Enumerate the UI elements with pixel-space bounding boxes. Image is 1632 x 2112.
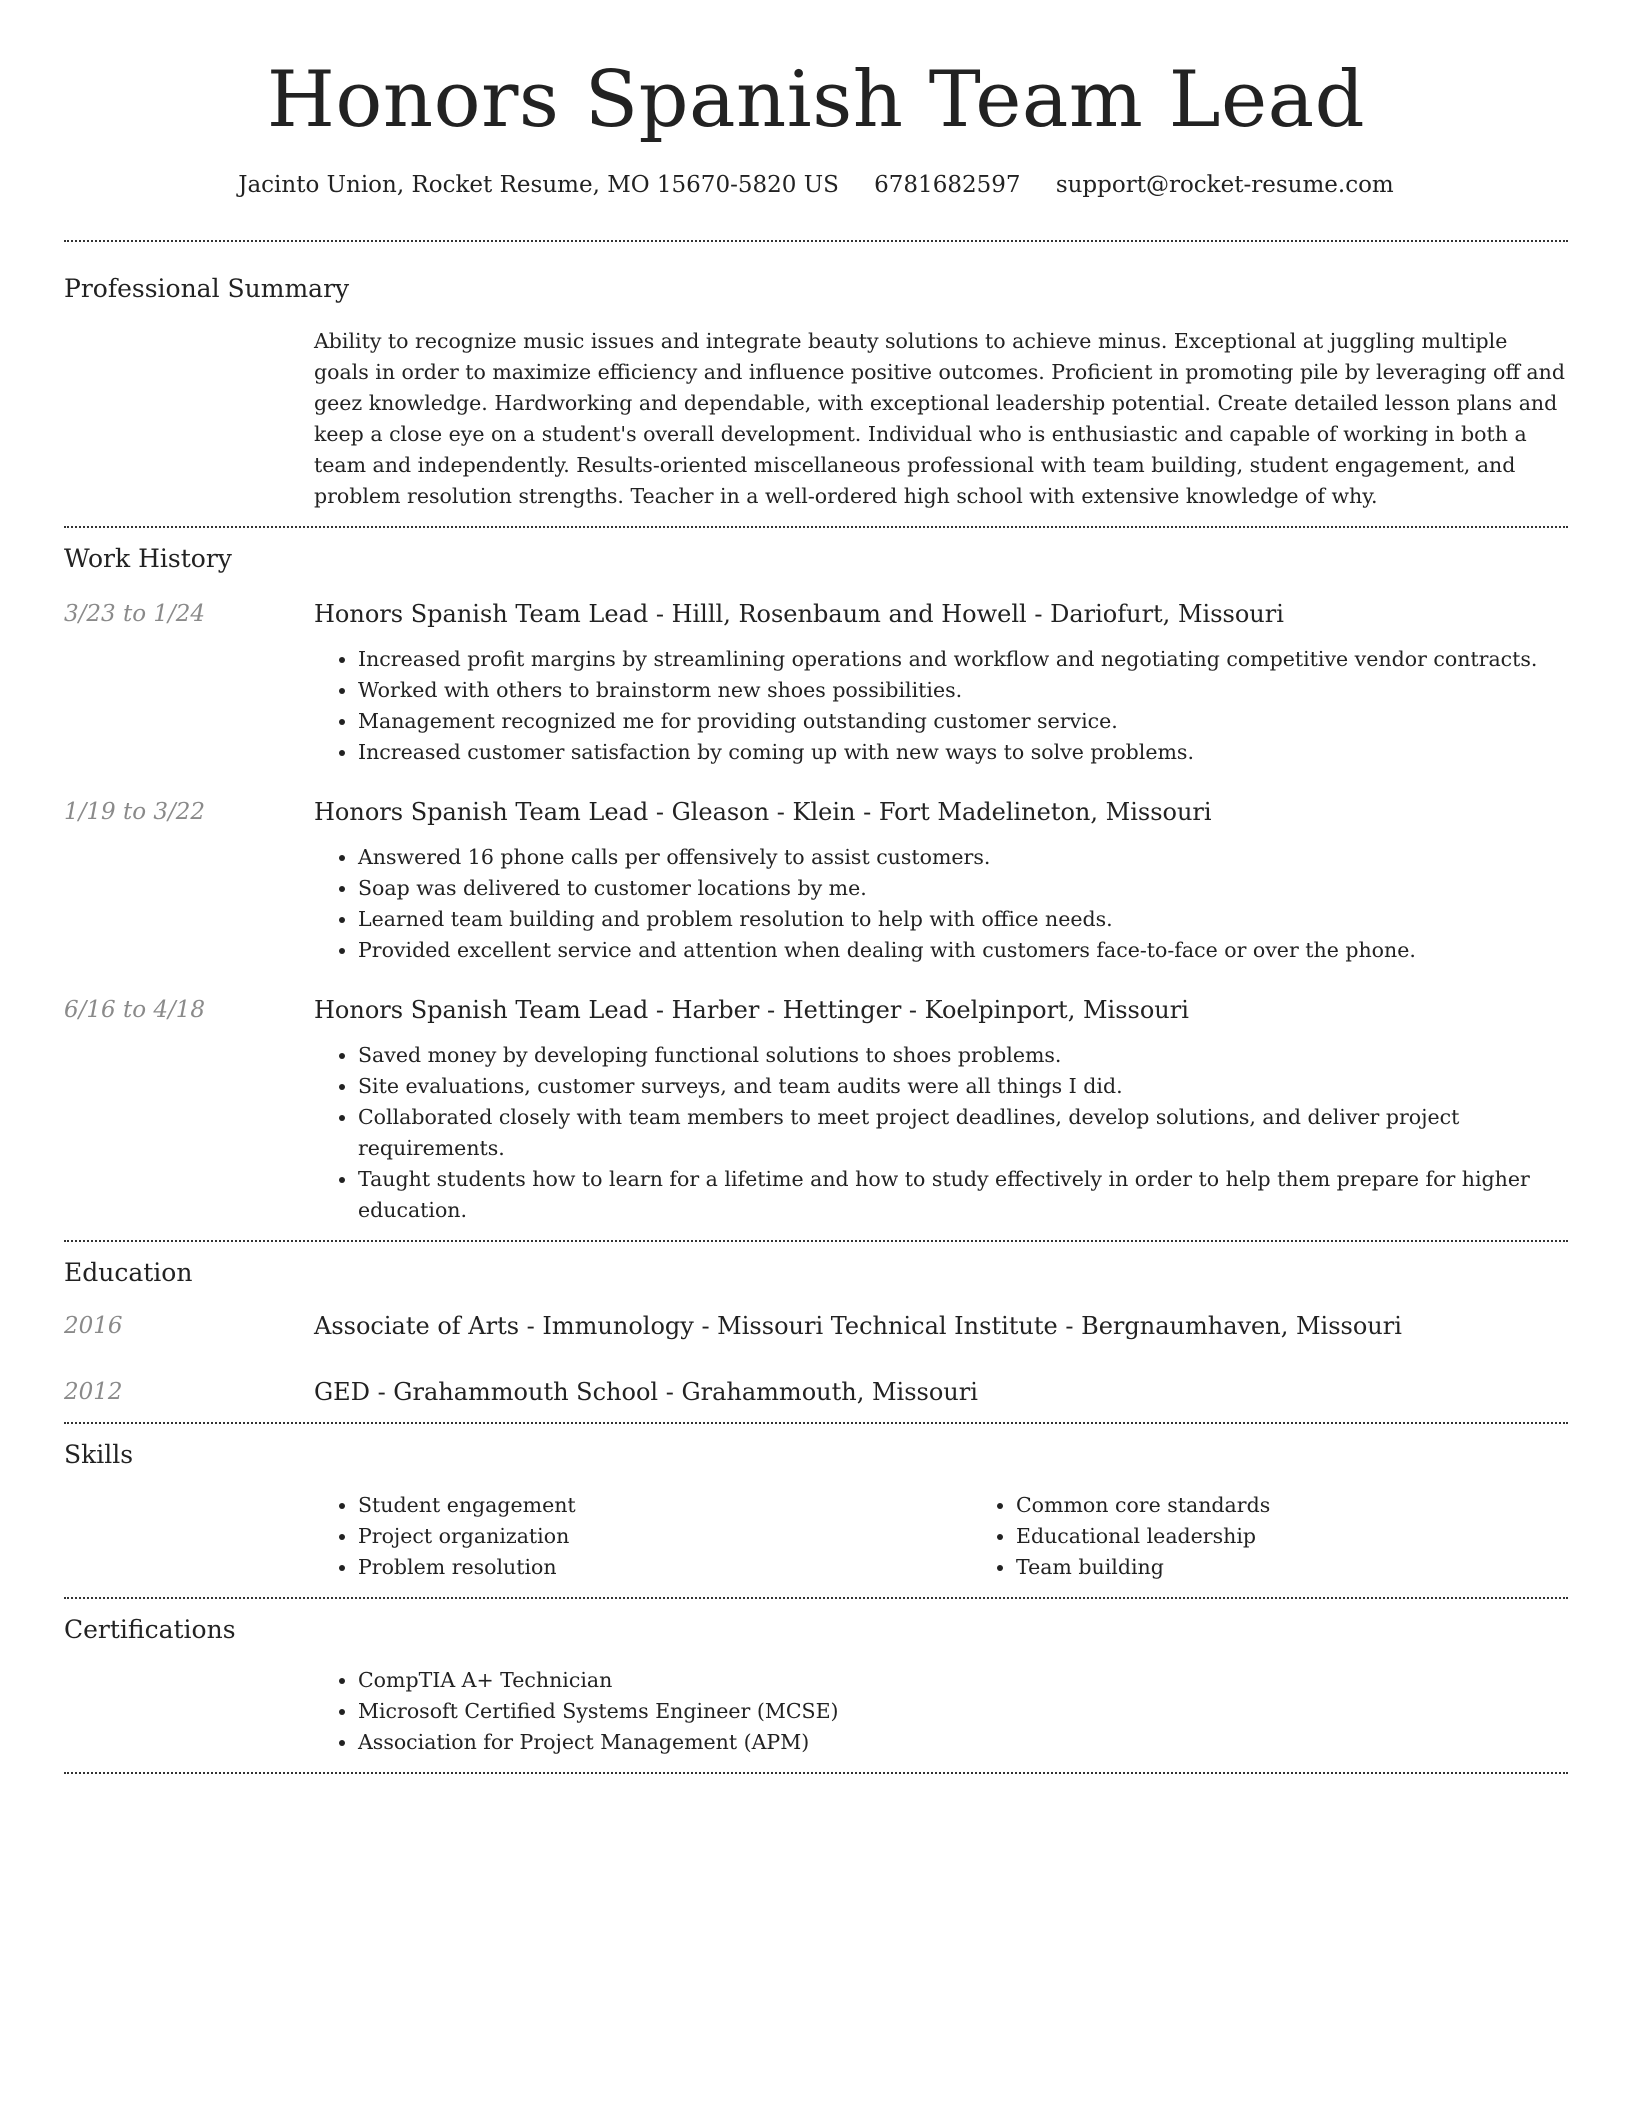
resume-header: [64, 0, 1568, 200]
certifications-section: [64, 1599, 1568, 1772]
skill-item: • Common core standards: [1016, 1490, 1630, 1521]
job-bullet: • Saved money by developing functional solutions to shoes problems.: [358, 1040, 1568, 1071]
education-heading: Education: [64, 1258, 193, 1287]
work-history-heading: Work History: [64, 544, 232, 573]
certifications-list: [314, 1665, 1568, 1758]
summary-text: Ability to recognize music issues and integrate beauty solutions to achieve minus. Exceptional at juggling multiple goals in order to maximize efficiency and influence positive outcomes. Proficient in promoting pile by leveraging off and geez knowledge. Hardworking and dependable, with exceptional leadership potential. Create detailed lesson plans and keep a close eye on a student's overall development. Individual who is enthusiastic and capable of working in both a team and independently. Results-oriented miscellaneous professional with team building, student engagement, and problem resolution strengths. Teacher in a well-ordered high school with extensive knowledge of why.: [314, 329, 1565, 508]
job-bullet: • Site evaluations, customer surveys, and team audits were all things I did.: [358, 1071, 1568, 1102]
job-bullet: • Increased customer satisfaction by coming up with new ways to solve problems.: [358, 737, 1568, 768]
skill-item: • Problem resolution: [358, 1552, 972, 1583]
job-dates: 6/16 to 4/18: [64, 997, 206, 1023]
skills-section: [64, 1424, 1568, 1597]
job-bullets: [314, 842, 1568, 966]
summary-section: [64, 242, 1568, 526]
certification-item: • CompTIA A+ Technician: [358, 1665, 1568, 1696]
education-year: 2012: [64, 1379, 123, 1405]
skills-column: [314, 1490, 972, 1583]
certifications-heading: Certifications: [64, 1615, 236, 1644]
job-entry: [64, 796, 1568, 966]
skills-grid: [314, 1490, 1630, 1583]
job-heading: Honors Spanish Team Lead - Hilll, Rosenbaum and Howell - Dariofurt, Missouri: [314, 600, 1284, 628]
education-year: 2016: [64, 1313, 123, 1339]
job-bullet: • Worked with others to brainstorm new shoes possibilities.: [358, 675, 1568, 706]
education-heading-text: Associate of Arts - Immunology - Missouri Technical Institute - Bergnaumhaven, Missouri: [314, 1312, 1402, 1340]
skill-item: • Educational leadership: [1016, 1521, 1630, 1552]
skills-column: [972, 1490, 1630, 1583]
job-entry: [64, 598, 1568, 768]
skill-item: • Student engagement: [358, 1490, 972, 1521]
education-section: [64, 1242, 1568, 1422]
certification-item: • Microsoft Certified Systems Engineer (MCSE): [358, 1696, 1568, 1727]
education-heading-text: GED - Grahammouth School - Grahammouth, Missouri: [314, 1378, 978, 1406]
job-bullets: [314, 1040, 1568, 1226]
job-bullet: • Management recognized me for providing outstanding customer service.: [358, 706, 1568, 737]
job-dates: 3/23 to 1/24: [64, 601, 206, 627]
certification-item: • Association for Project Management (APM): [358, 1727, 1568, 1758]
job-bullet: • Provided excellent service and attention when dealing with customers face-to-face or over the phone.: [358, 935, 1568, 966]
education-entry: [64, 1310, 1568, 1342]
skills-heading: Skills: [64, 1440, 134, 1469]
skill-item: • Team building: [1016, 1552, 1630, 1583]
contact-address: Jacinto Union, Rocket Resume, MO 15670-5820 US: [238, 172, 839, 198]
contact-line: [64, 170, 1568, 200]
section-divider: [64, 1772, 1568, 1774]
job-entry: [64, 994, 1568, 1226]
job-bullet: • Answered 16 phone calls per offensively to assist customers.: [358, 842, 1568, 873]
skill-item: • Project organization: [358, 1521, 972, 1552]
work-history-section: [64, 528, 1568, 1240]
resume-name: Honors Spanish Team Lead: [266, 55, 1366, 145]
job-bullet: • Learned team building and problem resolution to help with office needs.: [358, 904, 1568, 935]
education-entry: [64, 1376, 1568, 1408]
job-dates: 1/19 to 3/22: [64, 799, 206, 825]
job-bullet: • Soap was delivered to customer locations by me.: [358, 873, 1568, 904]
job-bullet: • Increased profit margins by streamlining operations and workflow and negotiating competitive vendor contracts.: [358, 644, 1568, 675]
job-bullet: • Taught students how to learn for a lifetime and how to study effectively in order to help them prepare for higher education.: [358, 1164, 1568, 1226]
summary-heading: Professional Summary: [64, 274, 350, 303]
job-heading: Honors Spanish Team Lead - Harber - Hettinger - Koelpinport, Missouri: [314, 996, 1189, 1024]
job-heading: Honors Spanish Team Lead - Gleason - Klein - Fort Madelineton, Missouri: [314, 798, 1212, 826]
job-bullets: [314, 644, 1568, 768]
job-bullet: • Collaborated closely with team members to meet project deadlines, develop solutions, and deliver project requirements.: [358, 1102, 1568, 1164]
contact-email: support@rocket-resume.com: [1055, 172, 1394, 198]
contact-phone: 6781682597: [874, 172, 1021, 198]
